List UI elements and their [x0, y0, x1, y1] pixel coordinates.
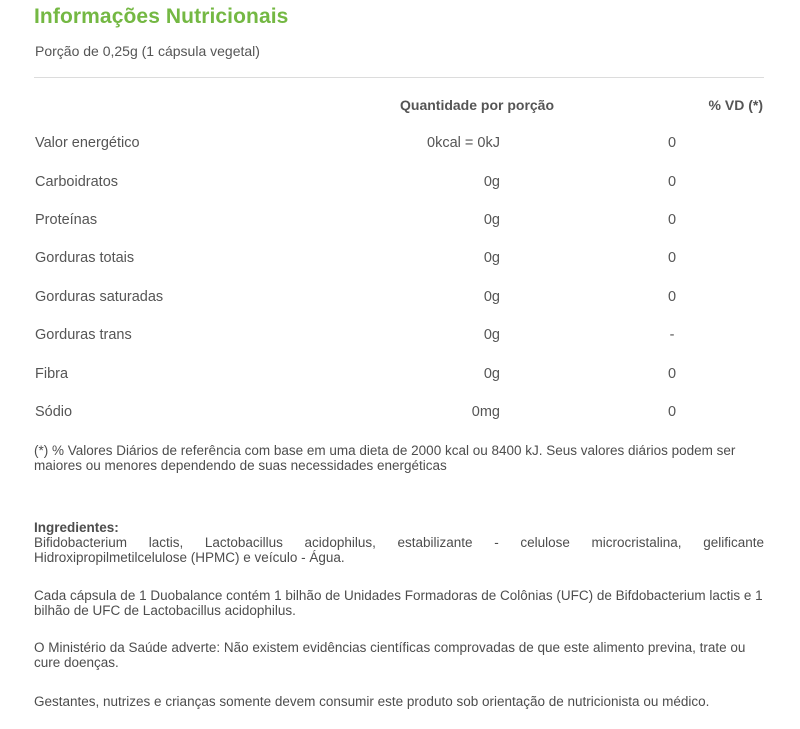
nutrient-name: Fibra — [35, 366, 69, 382]
table-row — [0, 325, 800, 345]
table-row — [0, 287, 800, 307]
footnote: (*) % Valores Diários de referência com base em uma dieta de 2000 kcal ou 8400 kJ. Seus valores diários podem ser maiores ou menores dependendo de suas necessidades energéticas — [34, 443, 736, 473]
nutrient-amount: 0kcal = 0kJ — [427, 135, 500, 151]
nutrient-amount: 0g — [483, 327, 500, 343]
nutrient-vd: 0 — [667, 250, 677, 266]
table-row — [0, 172, 800, 192]
nutrient-name: Proteínas — [35, 212, 98, 228]
nutrient-vd: 0 — [667, 212, 677, 228]
nutrient-name: Valor energético — [35, 135, 140, 151]
nutrient-amount: 0g — [483, 366, 500, 382]
nutrient-amount: 0g — [483, 212, 500, 228]
column-header-quantity: Quantidade por porção — [400, 97, 555, 113]
nutrient-vd: - — [669, 327, 675, 343]
ingredients-text: Bifidobacterium lactis, Lactobacillus acidophilus, estabilizante - celulose microcristalina, gelificante Hidroxipropilmetilcelulose (HPMC) e veículo - Água. — [34, 535, 764, 565]
divider — [34, 77, 764, 78]
table-row — [0, 364, 800, 384]
nutrient-name: Gorduras saturadas — [35, 289, 164, 305]
table-row — [0, 133, 800, 153]
nutrient-name: Gorduras totais — [35, 250, 135, 266]
ministry-warning: O Ministério da Saúde adverte: Não existem evidências científicas comprovadas de que este alimento previna, trate ou cure doenças. — [34, 640, 746, 670]
nutrient-amount: 0g — [483, 174, 500, 190]
table-row — [0, 248, 800, 268]
column-header-vd: % VD (*) — [708, 97, 763, 113]
nutrient-name: Carboidratos — [35, 174, 119, 190]
nutrient-name: Sódio — [35, 404, 73, 420]
ingredients-block — [34, 520, 764, 565]
nutrient-vd: 0 — [667, 366, 677, 382]
portion-text: Porção de 0,25g (1 cápsula vegetal) — [35, 43, 260, 59]
nutrient-vd: 0 — [667, 135, 677, 151]
page-title: Informações Nutricionais — [34, 5, 289, 28]
nutrient-name: Gorduras trans — [35, 327, 132, 343]
capsule-info: Cada cápsula de 1 Duobalance contém 1 bilhão de Unidades Formadoras de Colônias (UFC) de Bifdobacterium lactis e 1 bilhão de UFC de Lactobacillus acidophilus. — [34, 588, 763, 618]
nutrient-vd: 0 — [667, 289, 677, 305]
table-row — [0, 210, 800, 230]
pregnancy-warning: Gestantes, nutrizes e crianças somente devem consumir este produto sob orientação de nutricionista ou médico. — [34, 694, 710, 709]
nutrient-vd: 0 — [667, 174, 677, 190]
ingredients-label: Ingredientes: — [34, 520, 119, 535]
nutrient-amount: 0mg — [471, 404, 500, 420]
nutrient-vd: 0 — [667, 404, 677, 420]
table-row — [0, 402, 800, 422]
nutrient-amount: 0g — [483, 250, 500, 266]
nutrient-amount: 0g — [483, 289, 500, 305]
